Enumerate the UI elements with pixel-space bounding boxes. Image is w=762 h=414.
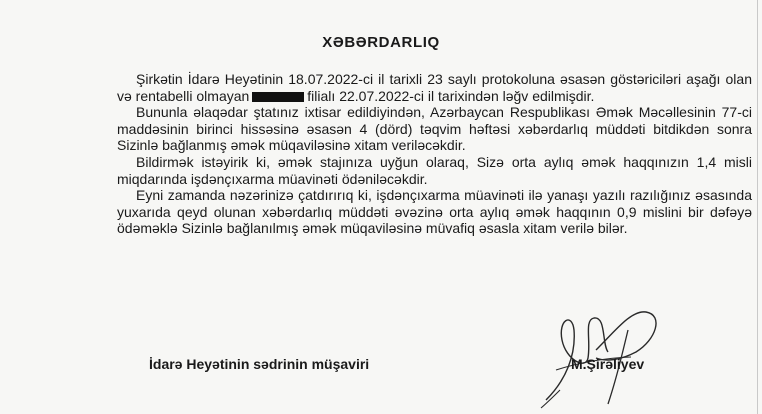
paragraph-1 (117, 71, 752, 104)
scan-edge-line (757, 0, 758, 414)
signatory-position: İdarə Heyətinin sədrinin müşaviri (149, 356, 370, 372)
signatory-name: M.Şirəliyev (571, 356, 645, 372)
notice-title: XƏBƏRDARLIQ (322, 34, 440, 51)
paragraph-2: Bununla əlaqədar ştatınız ixtisar edildiyindən, Azərbaycan Respublikası Əmək Məcəllesinin 77-ci maddəsinin birinci hissəsinə əsasən 4 (dörd) təqvim həftəsi xəbərdarlıq müddəti bitdikdən sonra Sizinlə bağlanmış əmək müqaviləsinə xitam veriləcəkdir. (117, 104, 752, 154)
paragraph-3: Bildirmək istəyirik ki, əmək stajınıza uyğun olaraq, Sizə orta aylıq əmək haqqınızın 1,4 misli miqdarında işdənçıxarma müavinəti ödəniləcəkdir. (117, 153, 752, 187)
notice-body (117, 71, 752, 237)
paragraph-1-part-b: filialı 22.07.2022-ci il tarixindən ləğv edilmişdir. (307, 87, 595, 104)
scan-specks (40, 408, 730, 412)
paragraph-1-part-a: Şirkətin İdarə Heyətinin 18.07.2022-ci il tarixli 23 saylı protokoluna əsasən göstəriciləri aşağı olan və rentabelli olmayan (117, 71, 752, 104)
handwritten-signature (536, 300, 686, 410)
redacted-name-block (252, 92, 304, 102)
paragraph-4: Eyni zamanda nəzərinizə çatdırırıq ki, işdənçıxarma müavinəti ilə yanaşı yazılı razılığınız əsasında yuxarıda qeyd olunan xəbərdarlıq müddəti əvəzinə orta aylıq əmək haqqının 0,9 mislini bir dəfəyə ödəməklə Sizinlə bağlanılmış əmək müqaviləsinə müvafiq əsasla xitam verilə bilər. (117, 187, 752, 237)
